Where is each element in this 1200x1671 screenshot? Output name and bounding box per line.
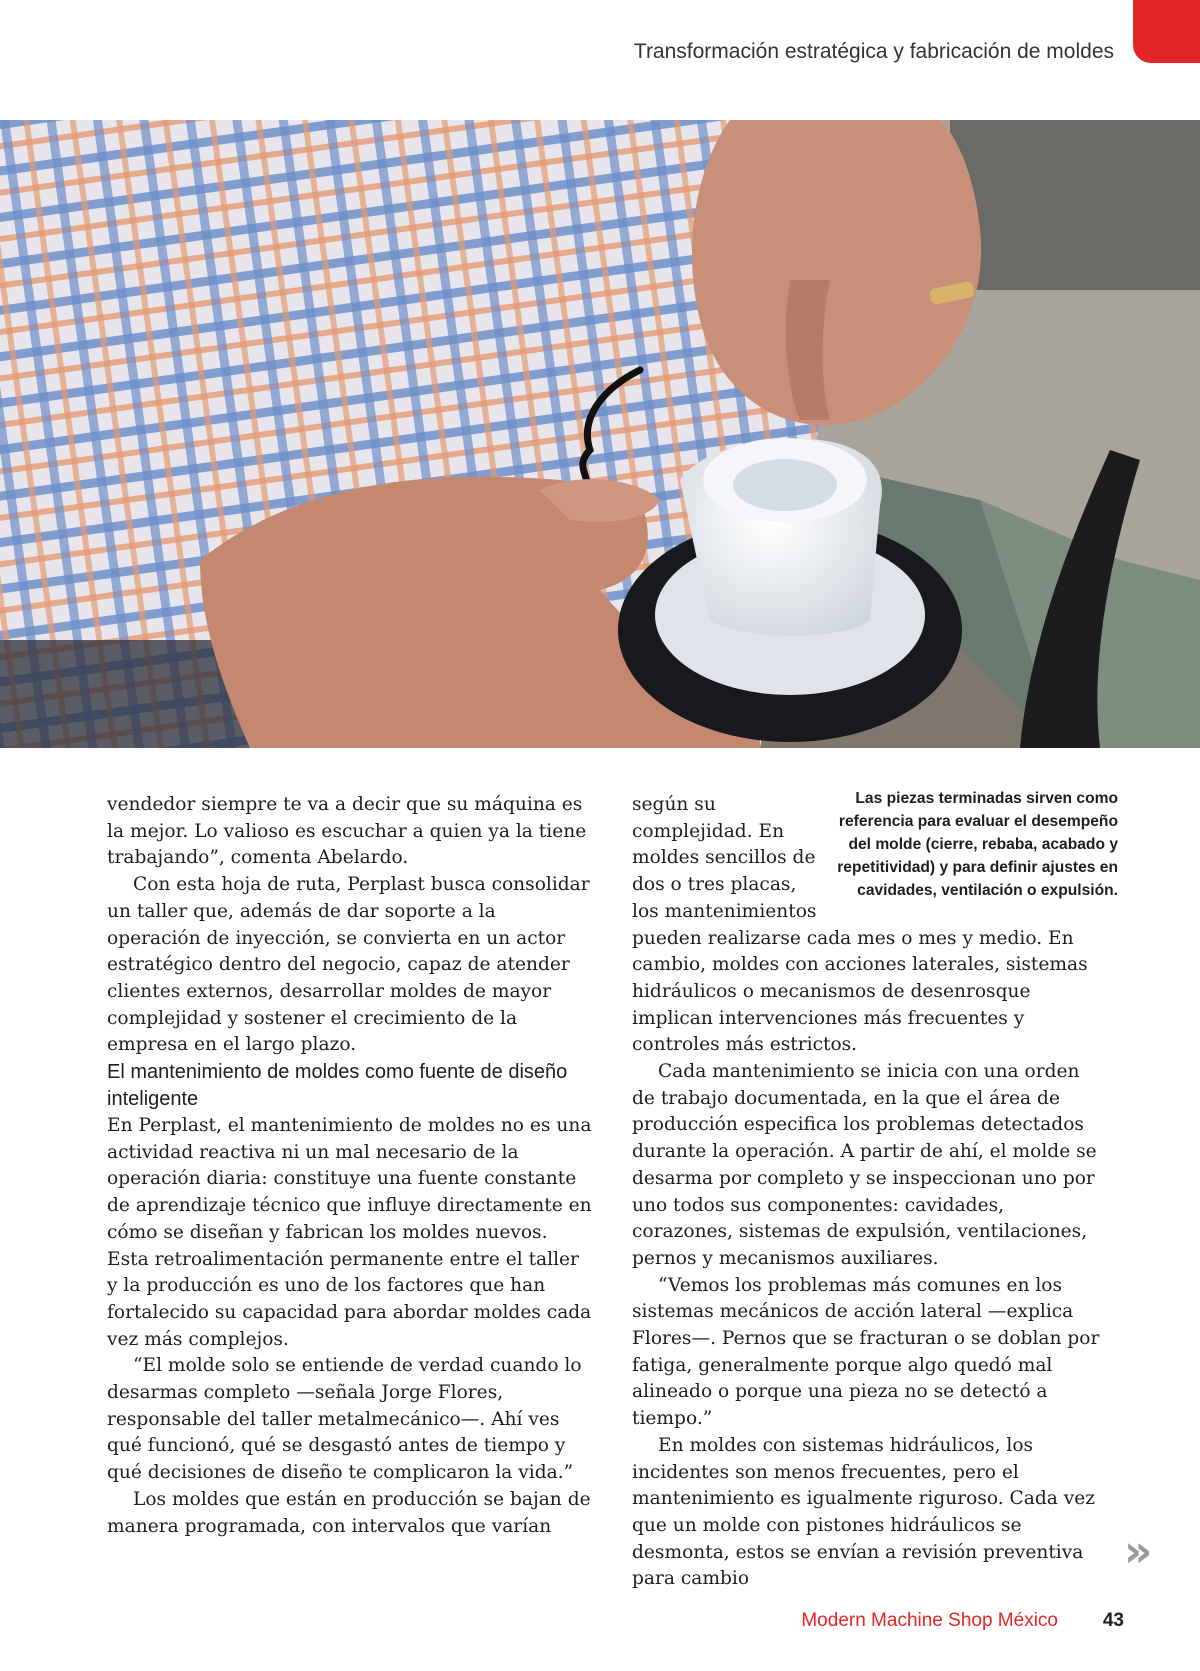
body-paragraph: Cada mantenimiento se inicia con una orden de trabajo documentada, en la que el área de producción especifica los problemas detectados durante la operación. A partir de ahí, el molde se desarma por completo y se inspeccionan uno por uno todos sus componentes: cavidades, corazones, sistemas de expulsión, ventilaciones, pernos y mecanismos auxiliares.: [632, 1061, 1097, 1269]
body-paragraph: “El molde solo se entiende de verdad cuando lo desarmas completo —señala Jorge Flores, responsable del taller metalmecánico—. Ahí ves qué funcionó, qué se desgastó antes de tiempo y qué decisiones de diseño te complicaron la vida.”: [107, 1355, 582, 1484]
text-column-left: [107, 792, 595, 1540]
body-paragraph: “Vemos los problemas más comunes en los sistemas mecánicos de acción lateral —explica Flores—. Pernos que se fracturan o se doblan por fatiga, generalmente porque algo quedó mal alineado o porque una pieza no se detectó a tiempo.”: [632, 1274, 1100, 1430]
article-photo: [0, 120, 1200, 748]
body-paragraph: vendedor siempre te va a decir que su máquina es la mejor. Lo valioso es escuchar a quien ya la tiene trabajando”, comenta Abelardo.: [107, 794, 587, 869]
photo-caption: Las piezas terminadas sirven como referencia para evaluar el desempeño del molde (cierre, rebaba, acabado y repetitividad) y para definir ajustes en cavidades, ventilación o expulsión.: [837, 790, 1118, 899]
body-paragraph: Con esta hoja de ruta, Perplast busca consolidar un taller que, además de dar soporte a la operación de inyección, se convierta en un actor estratégico dentro del negocio, capaz de atender clientes externos, desarrollar moldes de mayor complejidad y sostener el crecimiento de la empresa en el largo plazo.: [107, 874, 590, 1056]
page-number: 43: [1102, 1610, 1124, 1631]
publication-name: Modern Machine Shop México: [801, 1610, 1058, 1631]
body-paragraph: según su complejidad. En moldes sencillos de dos o tres placas, los mantenimientos pueden realizarse cada mes o mes y medio. En cambio, moldes con acciones laterales, sistemas hidráulicos o mecanismos de desenrosque implican intervenciones más frecuentes y controles más estrictos.: [632, 794, 1088, 1056]
continue-arrow-icon: »: [1124, 1526, 1153, 1577]
body-paragraph: En Perplast, el mantenimiento de moldes no es una actividad reactiva ni un mal necesario de la operación diaria: constituye una fuente constante de aprendizaje técnico que influye directamente en cómo se diseñan y fabrican los moldes nuevos. Esta retroalimentación permanente entre el taller y la producción es uno de los factores que han fortalecido su capacidad para abordar moldes cada vez más complejos.: [107, 1115, 592, 1350]
text-column-right: [632, 790, 1118, 1593]
section-subhead: El mantenimiento de moldes como fuente de diseño inteligente: [107, 1061, 568, 1111]
body-paragraph: En moldes con sistemas hidráulicos, los incidentes son menos frecuentes, pero el mantenimiento es igualmente riguroso. Cada vez que un molde con pistones hidráulicos se desmonta, estos se envían a revisión preventiva para cambio: [632, 1434, 1096, 1590]
section-tab: [1133, 0, 1200, 63]
running-title: Transformación estratégica y fabricación de moldes: [633, 40, 1114, 63]
body-paragraph: Los moldes que están en producción se bajan de manera programada, con intervalos que varían: [107, 1488, 591, 1537]
